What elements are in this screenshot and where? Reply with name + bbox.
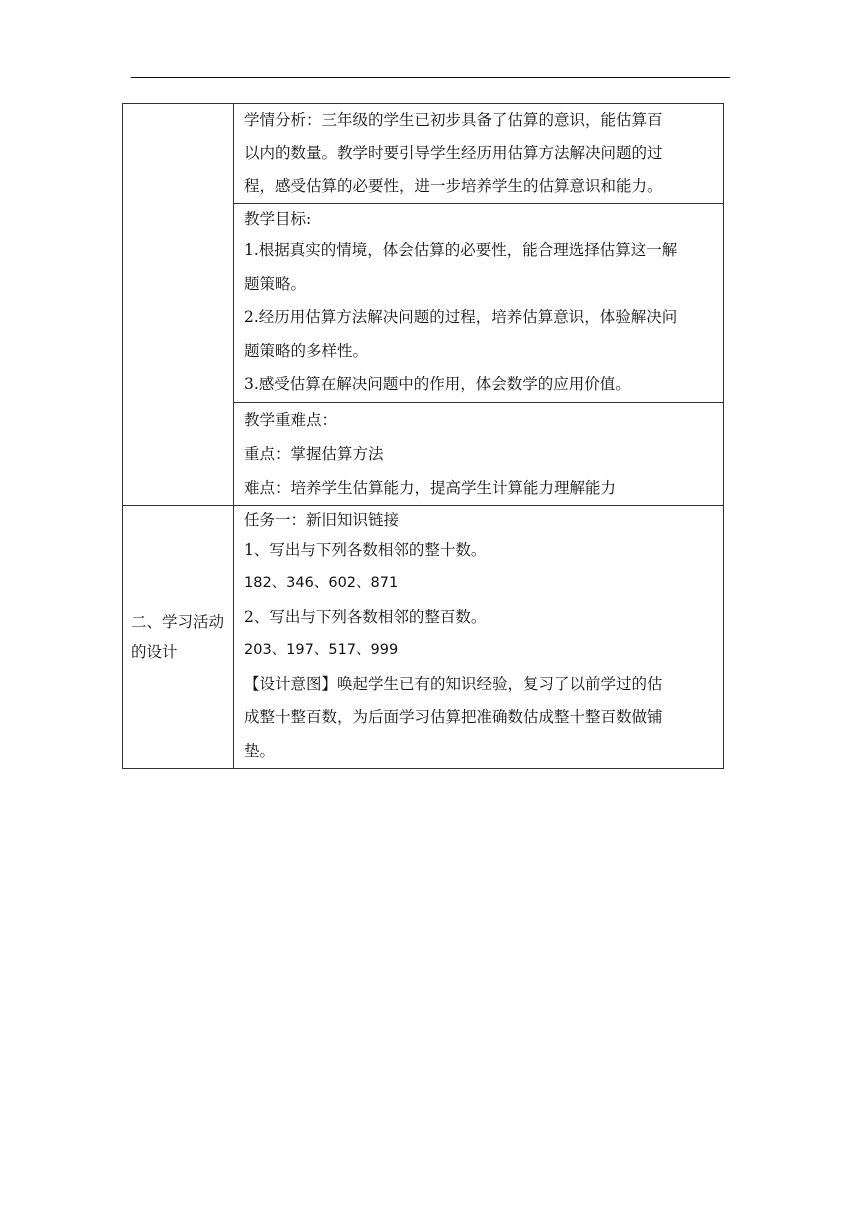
focus-heading: 教学重难点： [244, 410, 338, 429]
goals-cell [234, 204, 724, 403]
activity-label-line: 的设计 [131, 642, 178, 661]
goals-line: 1.根据真实的情境，体会估算的必要性，能合理选择估算这一解 [244, 241, 678, 259]
analysis-cell [234, 104, 724, 204]
header-rule [131, 77, 730, 78]
activity-task-title: 任务一：新旧知识链接 [244, 510, 400, 529]
goals-line: 题策略的多样性。 [244, 341, 369, 360]
goals-line: 3.感受估算在解决问题中的作用，体会数学的应用价值。 [244, 375, 631, 393]
row-label-empty [123, 104, 234, 506]
goals-heading: 教学目标: [244, 210, 312, 228]
activity-label-line: 二、学习活动 [131, 612, 225, 631]
table-row [123, 505, 724, 769]
analysis-line: 程，感受估算的必要性，进一步培养学生的估算意识和能力。 [244, 177, 663, 195]
focus-line: 重点：掌握估算方法 [244, 444, 384, 463]
goals-line: 2.经历用估算方法解决问题的过程，培养估算意识，体验解决问 [244, 308, 678, 326]
table-row [123, 104, 724, 204]
activity-label-cell [123, 505, 234, 769]
lesson-plan-table [122, 103, 724, 769]
analysis-line: 以内的数量。教学时要引导学生经历用估算方法解决问题的过 [244, 144, 663, 162]
focus-cell [234, 402, 724, 505]
activity-numbers: 182、346、602、871 [244, 575, 399, 591]
focus-line: 难点：培养学生估算能力，提高学生计算能力理解能力 [244, 478, 617, 497]
activity-numbers: 203、197、517、999 [244, 642, 399, 658]
activity-line: 1、写出与下列各数相邻的整十数。 [244, 540, 487, 559]
design-intent-line: 垫。 [244, 741, 276, 760]
goals-line: 题策略。 [244, 274, 307, 293]
activity-line: 2、写出与下列各数相邻的整百数。 [244, 607, 487, 626]
analysis-line: 学情分析：三年级的学生已初步具备了估算的意识，能估算百 [244, 111, 663, 129]
activity-cell [234, 505, 724, 769]
design-intent-line: 成整十整百数，为后面学习估算把准确数估成整十整百数做铺 [244, 708, 663, 726]
design-intent-line: 【设计意图】唤起学生已有的知识经验，复习了以前学过的估 [244, 674, 663, 693]
